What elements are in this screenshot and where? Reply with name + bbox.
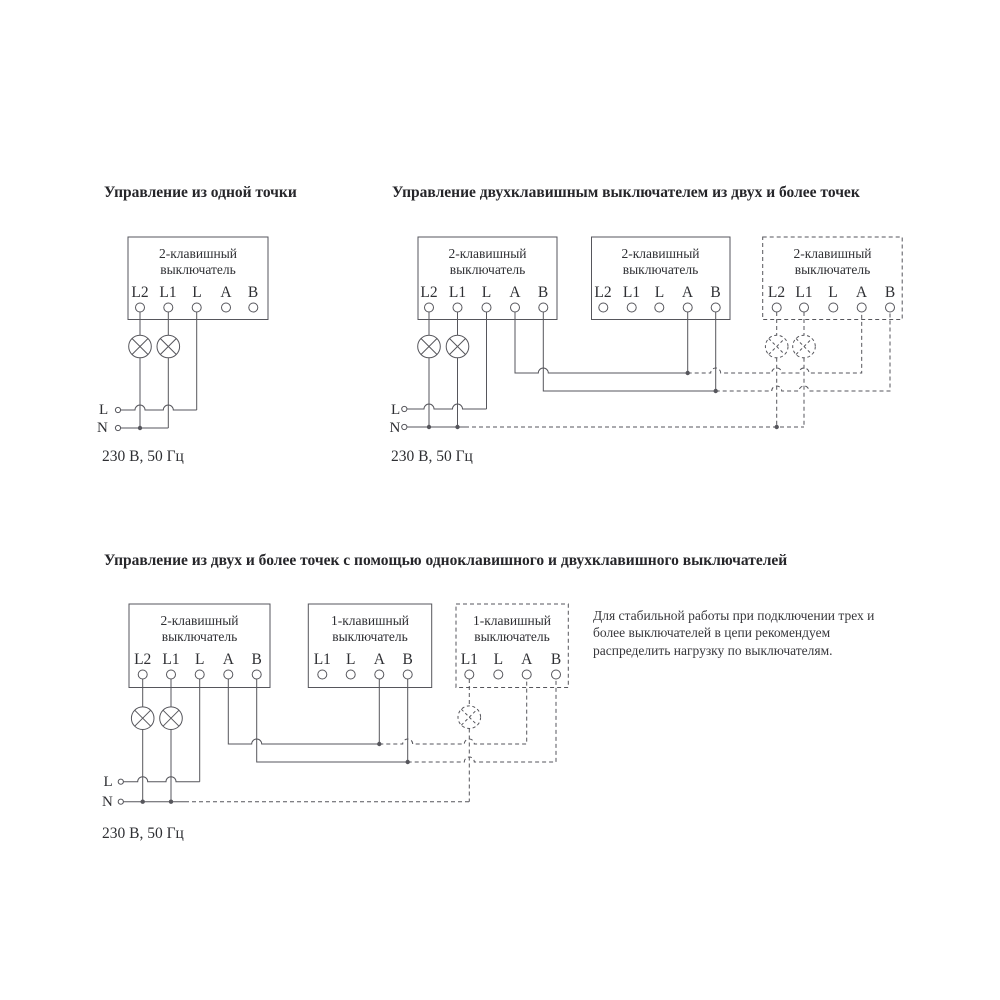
phase-line [407,404,487,409]
bus-b-dashed [408,679,556,762]
terminal-circle [164,303,173,312]
lamp-icon-dashed [458,706,481,729]
phase-label: L [99,402,109,418]
terminal-label: L [192,284,202,301]
terminal-circles [138,670,560,679]
terminal-label: L2 [594,284,612,301]
terminal-circle [425,303,434,312]
switch-name-line: выключатель [622,262,699,277]
switch-name-line: 2-клавишный [448,246,527,261]
terminal-label: B [251,651,262,668]
terminal-circle [453,303,462,312]
junction-dot [377,742,381,746]
switch-name-line: 1-клавишный [330,613,410,628]
lamp-icon [131,707,154,730]
switch-name-line: выключатель [794,262,871,277]
bus-b-solid [257,679,408,762]
terminal-label: B [710,284,721,301]
wires [407,312,890,427]
neutral-label: N [97,420,108,436]
terminal-label: A [373,651,385,668]
terminal-circle [136,303,145,312]
bus-a-dashed [379,679,526,744]
terminal-label: B [884,284,896,301]
terminal-circle [599,303,608,312]
junction-dot [714,389,718,393]
phase-label: L [103,774,113,790]
switch-name-line: 2-клавишный [793,246,872,261]
neutral-label: N [389,419,401,436]
terminal-label: L1 [795,284,813,301]
bus-a-solid [228,679,379,744]
section-title: Управление из одной точки [104,184,297,201]
terminal-circle [857,303,866,312]
terminal-label: A [220,284,232,301]
lamp-icon-dashed [793,335,816,358]
terminal-circle [494,670,503,679]
junction-dot [138,426,142,430]
terminal-label: L2 [767,284,786,301]
terminal-circle [192,303,201,312]
terminal-circle [552,670,561,679]
terminal-circle [482,303,491,312]
lamp-icon [157,335,180,358]
supply-label: 230 В, 50 Гц [102,825,184,842]
phase-line [124,777,200,782]
terminal-label: B [247,284,259,301]
switch-name-line: выключатель [332,629,408,644]
terminal-label: L2 [131,284,149,301]
terminal-label: L1 [162,651,180,668]
section-title: Управление из двух и более точек с помощью одноклавишного и двухклавишного выключателей [104,551,788,569]
note-line: распределить нагрузку по выключателям. [593,642,833,658]
note-line: Для стабильной работы при подключении трех и [593,607,875,623]
terminal-circle [711,303,720,312]
terminal-circle [224,670,233,679]
terminal-circle [829,303,838,312]
terminal-label: B [550,651,562,668]
switch-name-line: выключатель [449,262,526,277]
junction-dot [775,425,779,429]
supply-label: 230 В, 50 Гц [391,448,473,465]
junction-dot [427,425,431,429]
terminal-label: L1 [448,284,467,301]
lamps [129,335,180,358]
terminal-label: L1 [622,284,641,301]
bus-b-solid [543,312,715,391]
phase-source-circle [115,407,120,412]
switch-name-line: 1-клавишный [472,613,552,628]
switch-name-line: 2-клавишный [160,613,239,628]
phase-source-circle [118,779,123,784]
terminal-label: L1 [313,651,331,668]
section-title: Управление двухклавишным выключателем из двух и более точек [392,184,860,201]
terminal-circle [195,670,204,679]
terminal-label: L [481,284,492,301]
terminal-circle [683,303,692,312]
terminal-circle [138,670,147,679]
lamps [131,706,480,730]
terminal-circle [465,670,474,679]
terminal-label: L2 [420,284,438,301]
phase-label: L [391,401,401,418]
terminal-circle [522,670,531,679]
junction-dot [169,800,173,804]
phase-line [121,405,197,410]
terminal-label: A [222,651,234,668]
junction-dot [455,425,459,429]
neutral-source-circle [402,424,407,429]
terminal-label: L [345,651,356,668]
bus-a-solid [515,312,688,373]
terminal-label: B [402,651,413,668]
lamp-icon [129,335,152,358]
junction-dot [141,800,145,804]
neutral-label: N [102,793,113,810]
phase-source-circle [402,406,407,411]
terminal-circle [318,670,327,679]
neutral-source-circle [115,425,120,430]
neutral-source-circle [118,799,123,804]
terminal-label: A [509,284,521,301]
switch-name-line: выключатель [161,629,238,644]
terminal-label: L [194,651,205,668]
terminal-circle [511,303,520,312]
terminal-circle [375,670,384,679]
terminal-circle [403,670,412,679]
lamp-icon [418,335,441,358]
terminal-circle [539,303,548,312]
terminal-circle [627,303,636,312]
switch-name-line: выключатель [160,262,236,277]
switch-name-line: 2-клавишный [158,246,238,261]
terminal-label: L1 [159,284,177,301]
terminal-circle [222,303,231,312]
wires [124,679,557,802]
terminal-circles [136,303,258,312]
terminal-label: L [828,284,838,301]
terminal-circle [252,670,261,679]
terminal-circle [772,303,781,312]
terminal-circle [249,303,258,312]
terminal-label: L [654,284,665,301]
terminal-label: A [521,651,533,668]
terminal-label: L2 [134,651,152,668]
switch-name-line: 2-клавишный [621,246,700,261]
note-line: более выключателей в цепи рекомендуем [593,625,831,640]
lamp-icon [160,707,183,730]
terminal-label: L [493,651,504,668]
junction-dot [686,371,690,375]
lamps [418,335,816,358]
lamp-icon [446,335,469,358]
lamp-icon-dashed [765,335,788,358]
terminal-label: A [681,284,694,301]
supply-label: 230 В, 50 Гц [102,448,184,465]
terminal-circles [425,303,895,312]
terminal-circle [800,303,809,312]
terminal-circle [655,303,664,312]
terminal-label: A [855,284,868,301]
junction-dot [406,760,410,764]
terminal-label: B [537,284,549,301]
bus-b-dashed [716,312,890,391]
terminal-circle [886,303,895,312]
switch-name-line: выключатель [474,629,550,644]
wires [121,312,197,428]
terminal-circle [346,670,355,679]
terminal-circle [167,670,176,679]
terminal-label: L1 [460,651,478,668]
bus-a-dashed [688,312,862,373]
